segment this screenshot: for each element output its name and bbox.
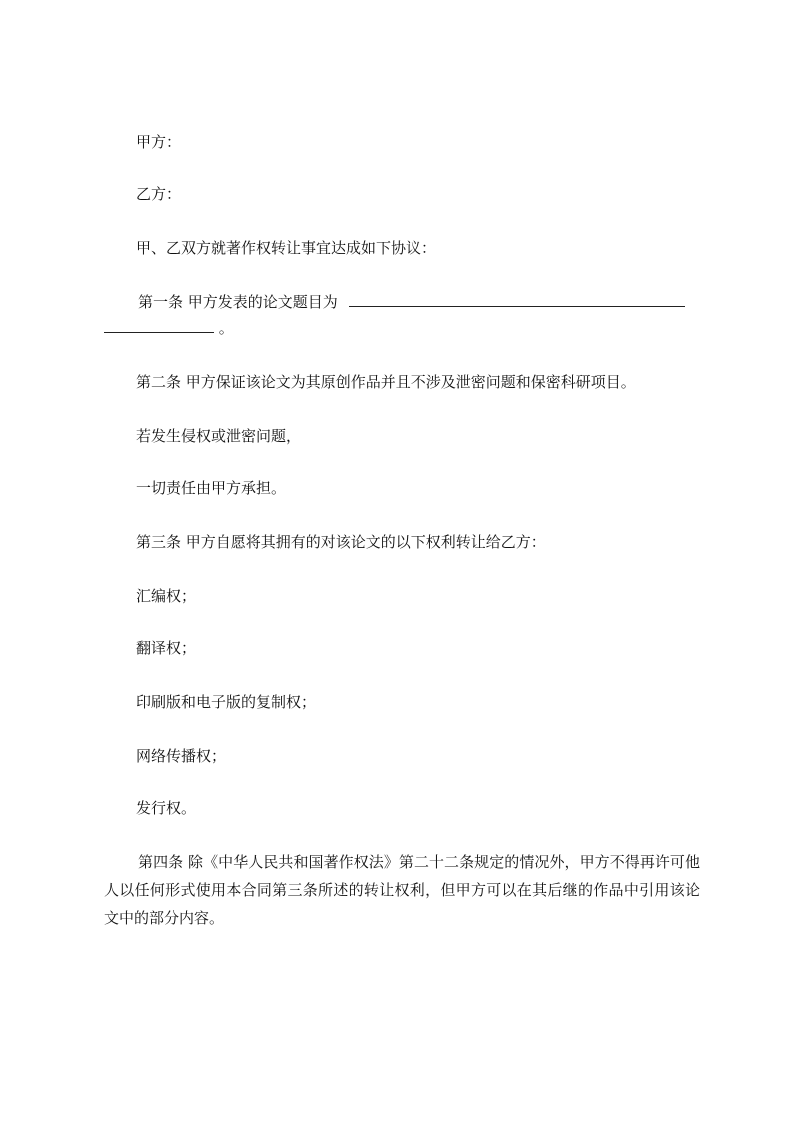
party-a-label: 甲方： bbox=[136, 133, 182, 151]
agreement-intro: 甲、乙双方就著作权转让事宜达成如下协议： bbox=[136, 239, 437, 257]
article-1-prefix: 第一条 甲方发表的论文题目为 bbox=[138, 293, 338, 311]
article-2-line-2: 若发生侵权或泄密问题， bbox=[136, 427, 302, 445]
right-item: 翻译权； bbox=[136, 639, 197, 657]
title-blank-2[interactable] bbox=[104, 318, 214, 333]
title-blank-1[interactable] bbox=[349, 292, 685, 307]
article-1-line-2 bbox=[104, 318, 234, 338]
right-item: 汇编权； bbox=[136, 587, 197, 605]
article-2: 第二条 甲方保证该论文为其原创作品并且不涉及泄密问题和保密科研项目。 bbox=[136, 373, 636, 391]
article-1-end: 。 bbox=[214, 319, 234, 337]
right-item: 网络传播权； bbox=[136, 747, 227, 765]
article-4 bbox=[104, 848, 700, 932]
right-item: 印刷版和电子版的复制权； bbox=[136, 693, 317, 711]
article-1-line-1 bbox=[138, 292, 685, 312]
right-item: 发行权。 bbox=[136, 799, 197, 817]
party-b-label: 乙方： bbox=[136, 185, 182, 203]
article-3: 第三条 甲方自愿将其拥有的对该论文的以下权利转让给乙方： bbox=[136, 533, 546, 551]
article-4-text: 第四条 除《中华人民共和国著作权法》第二十二条规定的情况外，甲方不得再许可他人以任何形式使用本合同第三条所述的转让权利，但甲方可以在其后继的作品中引用该论文中的部分内容。 bbox=[104, 853, 700, 927]
article-2-line-3: 一切责任由甲方承担。 bbox=[136, 479, 287, 497]
